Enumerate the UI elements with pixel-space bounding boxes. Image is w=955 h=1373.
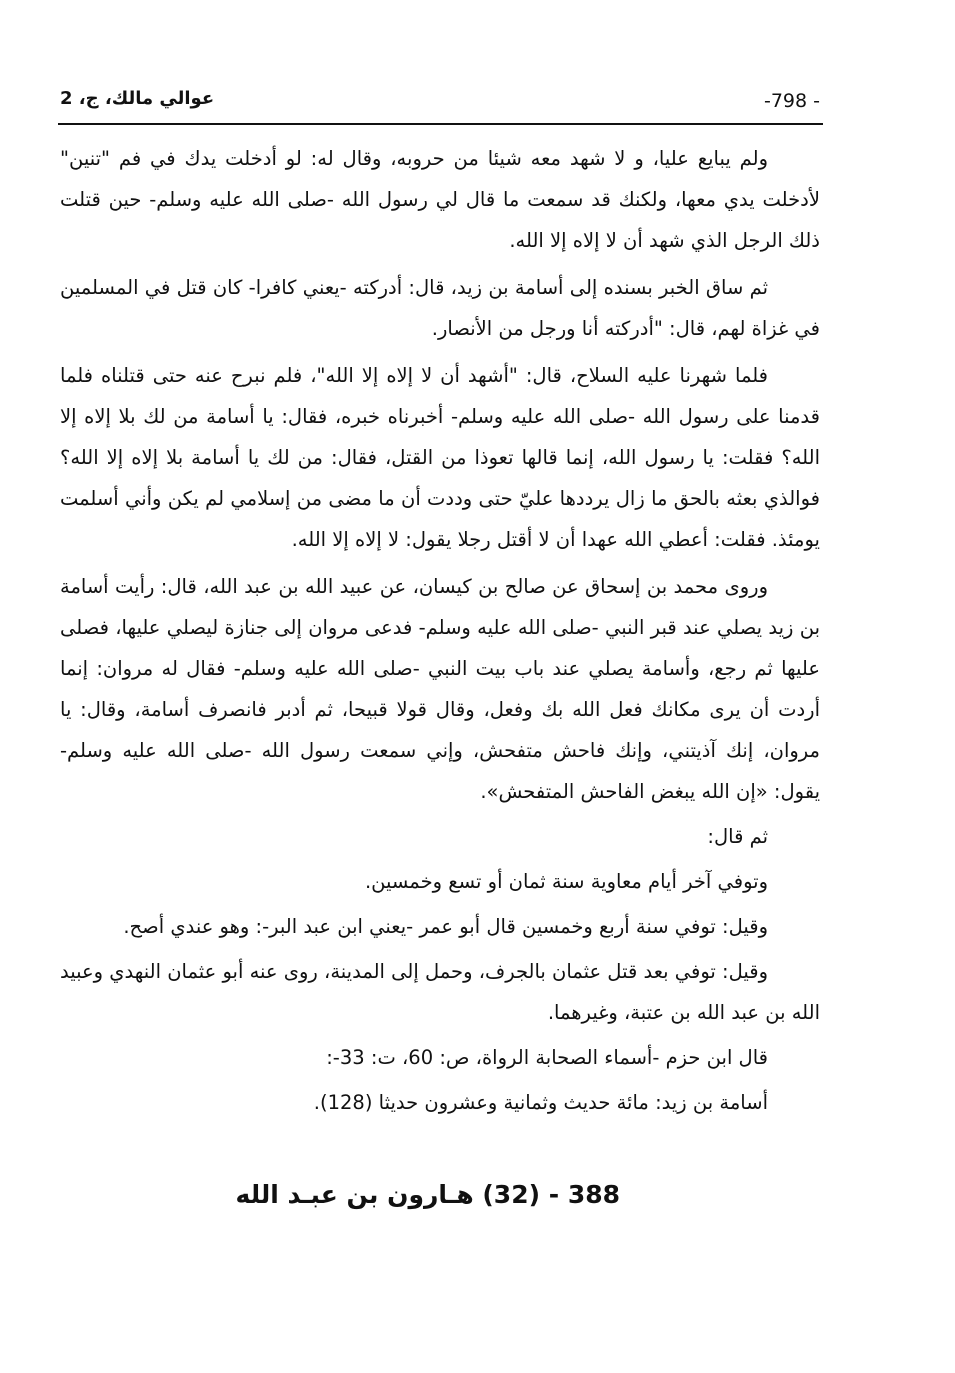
page-number: -798 - [763,90,820,112]
paragraph: ولم يبايع عليا، و لا شهد معه شيئا من حروبه، وقال له: لو أدخلت يدك في فم "تنين" لأدخلت يدي معها، ولكنك قد سمعت ما قال لي رسول الله -صلى الله عليه وسلم- حين قتلت ذلك الرجل الذي شهد أن لا إلاه إلا الله. [60,147,820,252]
page-header [60,88,820,118]
paragraph: وتوفي آخر أيام معاوية سنة ثمان أو تسع وخمسين. [364,870,768,893]
header-divider [58,123,823,125]
paragraph: ثم ساق الخبر بسنده إلى أسامة بن زيد، قال: أدركته -يعني كافرا- كان قتل في المسلمين في غزاة لهم، قال: "أدركته أنا ورجل من الأنصار. [60,276,820,340]
paragraph: وقيل: توفي بعد قتل عثمان بالجرف، وحمل إلى المدينة، روى عنه أبو عثمان النهدي وعبيد الله بن عبد الله بن عتبة، وغيرهما. [60,960,820,1024]
paragraph: فلما شهرنا عليه السلاح، قال: "أشهد أن لا إلاه إلا الله"، فلم نبرح عنه حتى قتلناه فلما قدمنا على رسول الله -صلى الله عليه وسلم- أخبرناه خبره، فقال: يا أسامة من لك بلا إلاه إلا الله؟ فقلت: يا رسول الله، إنما قالها تعوذا من القتل، فقال: من لك يا أسامة بلا إلاه إلا الله؟ فوالذي بعثه بالحق ما زال يرددها عليّ حتى وددت أن ما مضى من إسلامي لم يكن وأني أسلمت يومئذ. فقلت: أعطي الله عهدا أن لا أقتل رجلا يقول: لا إلاه إلا الله. [60,364,820,551]
paragraph: قال ابن حزم -أسماء الصحابة الرواة، ص: 60، ت: 33-: [326,1046,768,1069]
section-heading: 388 - (32) هـارون بن عبـد الله [235,1180,620,1209]
paragraph: أسامة بن زيد: مائة حديث وثمانية وعشرون حديثا (128). [313,1091,768,1114]
paragraph: وروى محمد بن إسحاق عن صالح بن كيسان، عن عبيد الله بن عبد الله، قال: رأيت أسامة بن زيد يصلي عند قبر النبي -صلى الله عليه وسلم- فدعى مروان إلى جنازة ليصلي عليها، فصلى عليها ثم رجع، وأسامة يصلي عند باب بيت النبي -صلى الله عليه وسلم- فقال له مروان: إنما أردت أن يرى مكانك فعل الله بك وفعل، وقال قولا قبيحا، ثم أدبر فانصرف أسامة، وقال: يا مروان، إنك آذيتني، وإنك فاحش متفحش، وإني سمعت رسول الله -صلى الله عليه وسلم- يقول: «إن الله يبغض الفاحش المتفحش». [60,575,820,803]
running-title: عوالي مالك، ج، 2 [60,88,215,109]
body-text [60,138,820,1127]
paragraph: وقيل: توفي سنة أربع وخمسين قال أبو عمر -يعني ابن عبد البر-: وهو عندي أصح. [123,915,768,938]
paragraph: ثم قال: [707,825,768,848]
